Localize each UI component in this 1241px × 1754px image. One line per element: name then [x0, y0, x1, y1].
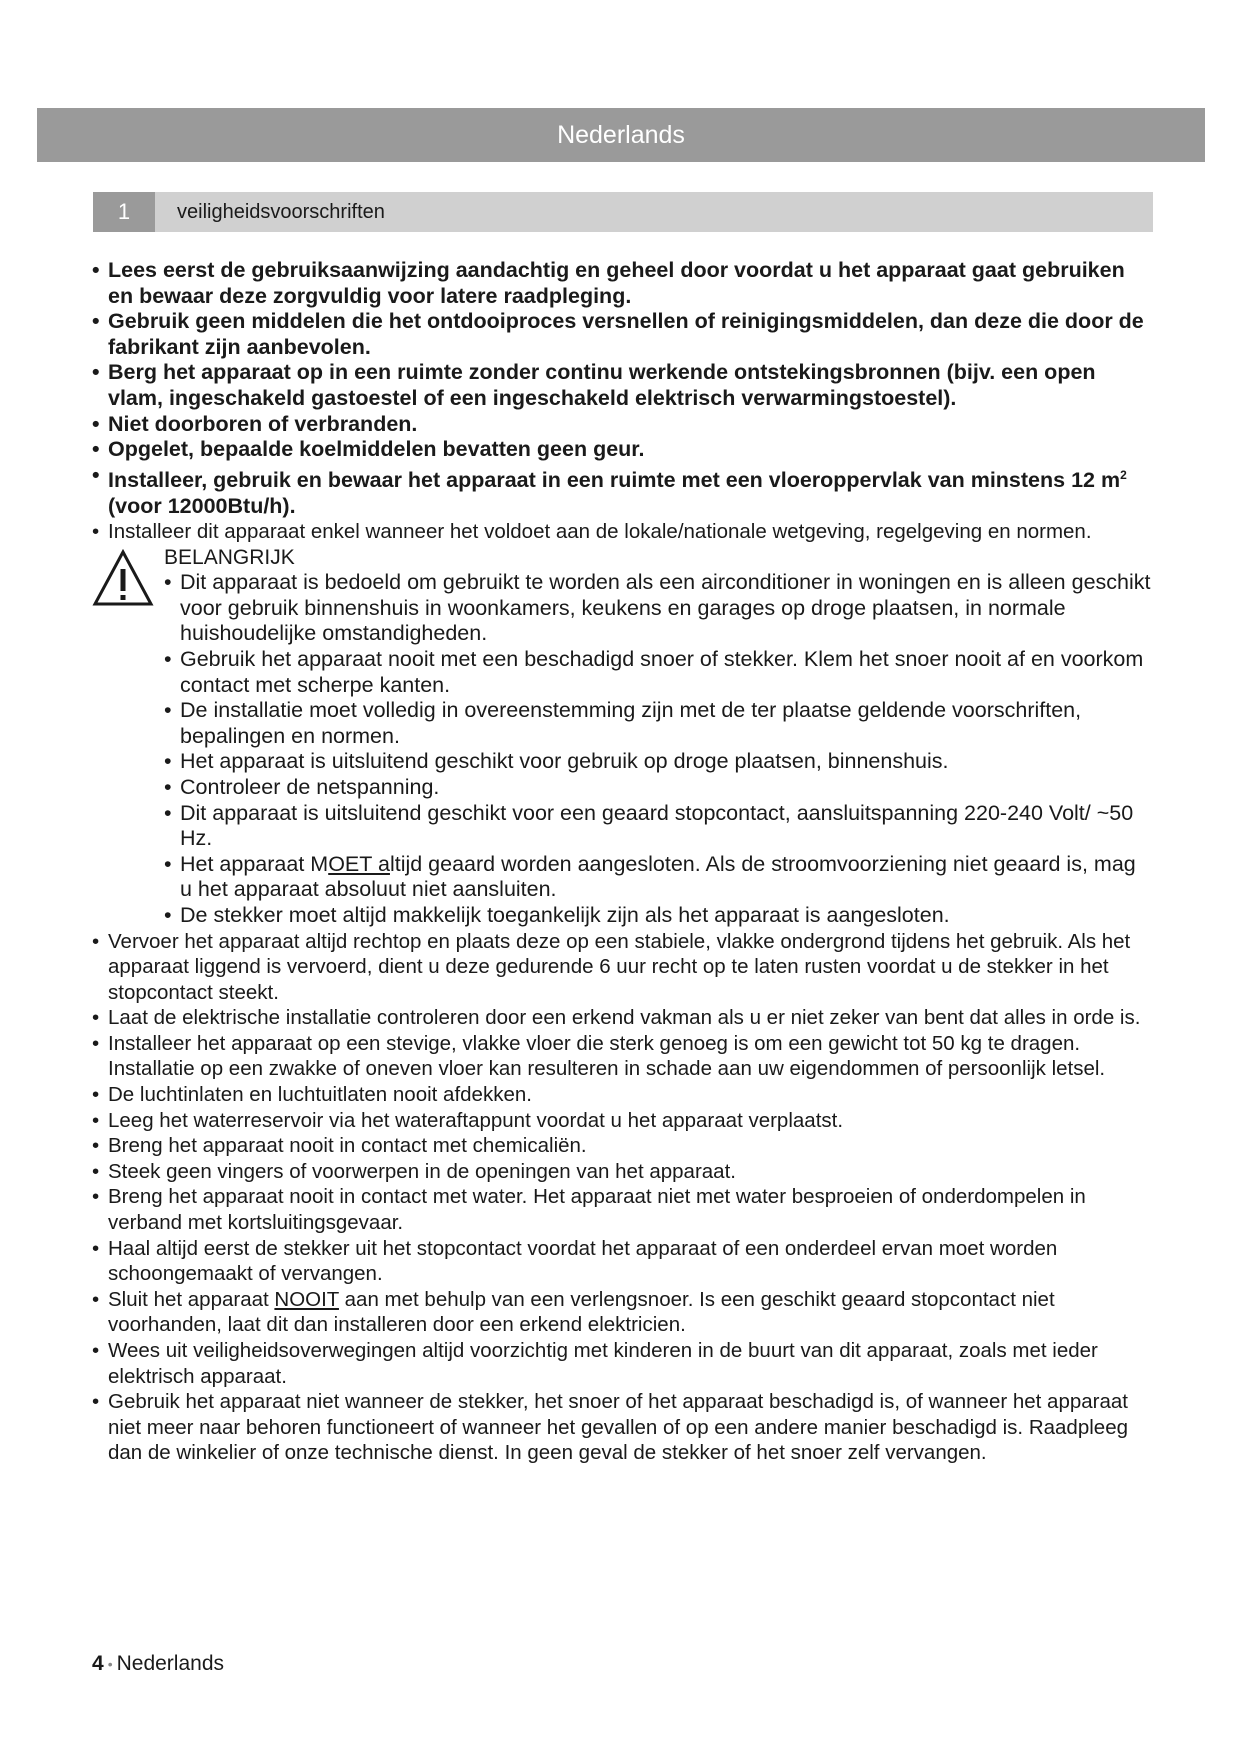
- language-banner: [37, 108, 1205, 162]
- list-item: [92, 463, 1152, 519]
- earthing-text-end: ltijd geaard worden aangesloten. Als de stroomvoorziening niet geaard is, mag u het apparaat absoluut niet aansluiten.: [180, 851, 1136, 902]
- list-item: • Gebruik geen middelen die het ontdooiproces versnellen of reinigingsmiddelen, dan deze die door de fabrikant zijn aanbevolen.: [92, 309, 1152, 360]
- list-item: • Installeer dit apparaat enkel wanneer het voldoet aan de lokale/nationale wetgeving, regelgeving en normen.: [92, 519, 1152, 545]
- list-item: • De stekker moet altijd makkelijk toegankelijk zijn als het apparaat is aangesloten.: [164, 903, 1152, 929]
- page-number: 4: [92, 1652, 104, 1675]
- list-item: • Installeer het apparaat op een stevige, vlakke vloer die sterk genoeg is om een gewicht tot 50 kg te dragen. Installatie op een zwakke of oneven vloer kan resulteren in schade aan uw eigendommen of persoonlijk letsel.: [92, 1031, 1152, 1082]
- list-item: [92, 1287, 1152, 1338]
- underlined-text: OET a: [328, 851, 390, 876]
- list-item: • Wees uit veiligheidsoverwegingen altijd voorzichtig met kinderen in de buurt van dit apparaat, zoals met ieder elektrisch apparaat.: [92, 1338, 1152, 1389]
- list-item: • Breng het apparaat nooit in contact met chemicaliën.: [92, 1133, 1152, 1159]
- footer-language: Nederlands: [116, 1652, 224, 1675]
- extension-cord-text-end: aan met behulp van een verlengsnoer. Is een geschikt geaard stopcontact niet voorhanden, laat dit dan installeren door een erkend elektricien.: [108, 1287, 1055, 1337]
- list-item: • Dit apparaat is bedoeld om gebruikt te worden als een airconditioner in woningen en is alleen geschikt voor gebruik binnenshuis in woonkamers, keukens en garages op droge plaatsen, in normale huishoudelijke omstandigheden.: [164, 570, 1152, 647]
- list-item: • De installatie moet volledig in overeenstemming zijn met de ter plaatse geldende voorschriften, bepalingen en normen.: [164, 698, 1152, 749]
- list-item: • Controleer de netspanning.: [164, 775, 1152, 801]
- list-item: • Breng het apparaat nooit in contact met water. Het apparaat niet met water besproeien of onderdompelen in verband met kortsluitingsgevaar.: [92, 1184, 1152, 1235]
- language-title: Nederlands: [557, 120, 685, 149]
- bold-safety-list: [92, 258, 1152, 519]
- section-number: 1: [93, 192, 155, 232]
- list-item: • Leeg het waterreservoir via het wateraftappunt voordat u het apparaat verplaatst.: [92, 1108, 1152, 1134]
- warning-triangle-icon: [92, 549, 154, 607]
- earthing-text: Het apparaat M: [180, 851, 329, 876]
- list-item: • Niet doorboren of verbranden.: [92, 412, 1152, 438]
- list-item: • Het apparaat is uitsluitend geschikt voor gebruik op droge plaatsen, binnenshuis.: [164, 749, 1152, 775]
- extension-cord-text: Sluit het apparaat: [108, 1287, 275, 1311]
- warning-title: BELANGRIJK: [164, 545, 295, 569]
- underlined-text: NOOIT: [274, 1287, 339, 1311]
- list-item: • Berg het apparaat op in een ruimte zonder continu werkende ontstekingsbronnen (bijv. een open vlam, ingeschakeld gastoestel of een ingeschakeld elektrisch verwarmingstoestel).: [92, 360, 1152, 411]
- list-item: • De luchtinlaten en luchtuitlaten nooit afdekken.: [92, 1082, 1152, 1108]
- list-item: • Dit apparaat is uitsluitend geschikt voor een geaard stopcontact, aansluitspanning 220-240 Volt/ ~50 Hz.: [164, 801, 1152, 852]
- floor-area-text: Installeer, gebruik en bewaar het apparaat in een ruimte met een vloeroppervlak van minstens 12 m: [108, 467, 1121, 492]
- important-warning: [92, 545, 1152, 929]
- warning-list: [164, 570, 1152, 928]
- section-title: veiligheidsvoorschriften: [177, 200, 385, 223]
- list-item: • Steek geen vingers of voorwerpen in de openingen van het apparaat.: [92, 1159, 1152, 1185]
- list-item: • Lees eerst de gebruiksaanwijzing aandachtig en geheel door voordat u het apparaat gaat gebruiken en bewaar deze zorgvuldig voor latere raadpleging.: [92, 258, 1152, 309]
- list-item: • Haal altijd eerst de stekker uit het stopcontact voordat het apparaat of een onderdeel ervan moet worden schoongemaakt of vervangen.: [92, 1236, 1152, 1287]
- list-item: • Gebruik het apparaat niet wanneer de stekker, het snoer of het apparaat beschadigd is, of wanneer het apparaat niet meer naar behoren functioneert of wanneer het gevallen of op een andere manier beschadigd is. Raadpleeg dan de winkelier of onze technische dienst. In geen geval de stekker of het snoer zelf vervangen.: [92, 1389, 1152, 1466]
- list-item: • Laat de elektrische installatie controleren door een erkend vakman als u er niet zeker van bent dat alles in orde is.: [92, 1005, 1152, 1031]
- list-item: • Opgelet, bepaalde koelmiddelen bevatten geen geur.: [92, 437, 1152, 463]
- list-item: [164, 852, 1152, 903]
- safety-content: [92, 258, 1152, 1466]
- list-item: • Gebruik het apparaat nooit met een beschadigd snoer of stekker. Klem het snoer nooit af en voorkom contact met scherpe kanten.: [164, 647, 1152, 698]
- intro-list: [92, 519, 1152, 545]
- list-item: • Vervoer het apparaat altijd rechtop en plaats deze op een stabiele, vlakke ondergrond tijdens het gebruik. Als het apparaat liggend is vervoerd, dient u deze gedurende 6 uur recht op te laten rusten voordat u de stekker in het stopcontact steekt.: [92, 929, 1152, 1006]
- superscript: 2: [1120, 467, 1127, 482]
- footer-separator: •: [107, 1656, 113, 1673]
- floor-area-text-end: (voor 12000Btu/h).: [108, 493, 296, 518]
- general-safety-list: [92, 929, 1152, 1466]
- page-footer: [92, 1652, 224, 1676]
- section-header: [93, 192, 1153, 232]
